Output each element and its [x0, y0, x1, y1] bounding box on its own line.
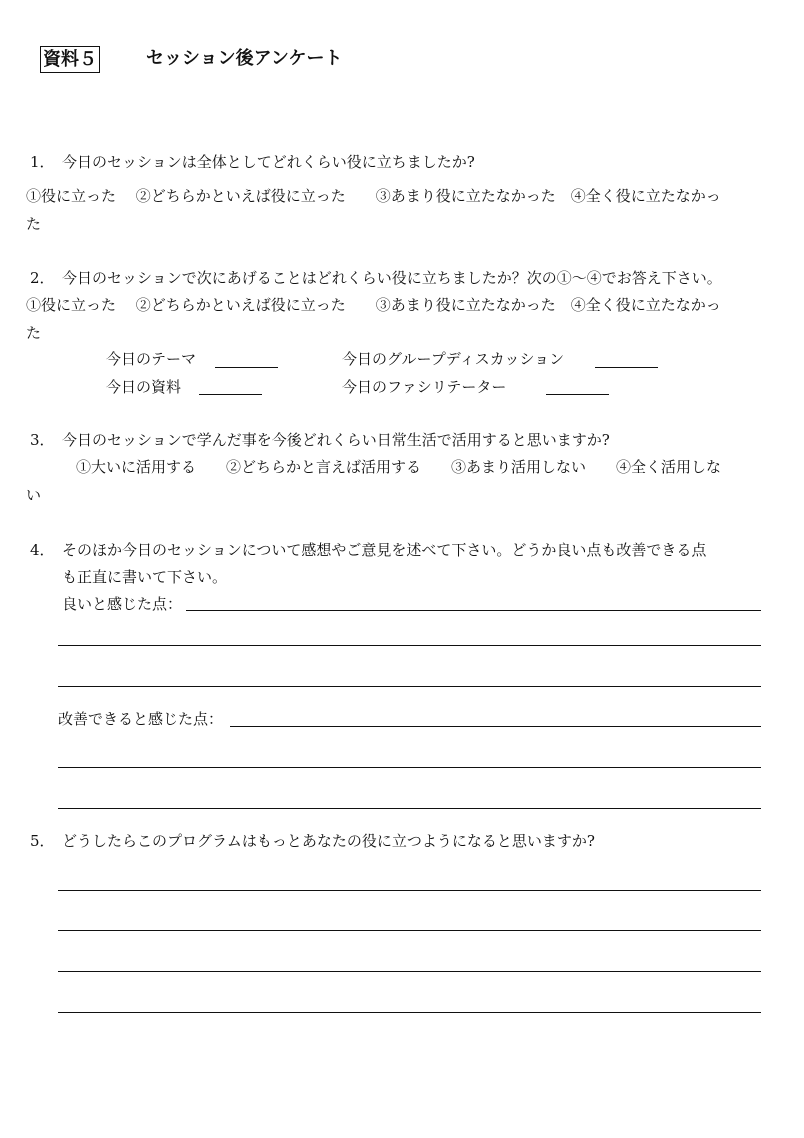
item-materials-answer-blank[interactable] — [199, 394, 262, 395]
document-tag: 資料５ — [40, 46, 100, 73]
item-theme — [106, 349, 196, 369]
question-4-number: 4． — [30, 541, 55, 559]
good-points-line-2[interactable] — [58, 645, 761, 646]
question-1-text: 今日のセッションは全体としてどれくらい役に立ちましたか? — [62, 153, 475, 171]
question-1 — [30, 152, 475, 172]
good-points-label: 良いと感じた点： — [62, 595, 183, 613]
improvement-points-line-2[interactable] — [58, 767, 761, 768]
question-1-options-wrap: た — [26, 215, 42, 233]
program-feedback-line-1[interactable] — [58, 890, 761, 891]
question-3-text: 今日のセッションで学んだ事を今後どれくらい日常生活で活用すると思いますか? — [62, 431, 610, 449]
improvement-points-line-1[interactable] — [230, 726, 761, 727]
item-materials — [106, 377, 181, 397]
program-feedback-line-3[interactable] — [58, 971, 761, 972]
question-2-options: ①役に立った ②どちらかといえば役に立った ③あまり役に立たなかった ④全く役に立たなかっ — [26, 296, 721, 314]
question-2 — [30, 268, 722, 288]
question-4-text: そのほか今日のセッションについて感想やご意見を述べて下さい。どうか良い点も改善できる点 — [62, 541, 707, 559]
improvement-points-label: 改善できると感じた点： — [58, 710, 224, 728]
question-1-number: 1． — [30, 153, 55, 171]
item-facilitator-label: 今日のファシリテーター — [342, 378, 507, 396]
item-facilitator-answer-blank[interactable] — [546, 394, 609, 395]
program-feedback-line-4[interactable] — [58, 1012, 761, 1013]
question-4 — [30, 540, 706, 560]
question-3-options-wrap: い — [26, 486, 42, 504]
question-2-number: 2． — [30, 269, 55, 287]
question-2-options-wrap: た — [26, 324, 42, 342]
item-theme-label: 今日のテーマ — [106, 350, 197, 368]
good-points-line-1[interactable] — [186, 610, 761, 611]
question-3-options: ①大いに活用する ②どちらかと言えば活用する ③あまり活用しない ④全く活用しな — [76, 458, 722, 476]
question-3 — [30, 430, 610, 450]
question-1-options: ①役に立った ②どちらかといえば役に立った ③あまり役に立たなかった ④全く役に立たなかっ — [26, 187, 721, 205]
question-4-text-wrap: も正直に書いて下さい。 — [62, 568, 228, 586]
item-group-discussion-answer-blank[interactable] — [595, 367, 658, 368]
item-facilitator — [342, 377, 506, 397]
item-group-discussion-label: 今日のグループディスカッション — [342, 350, 565, 368]
item-group-discussion — [342, 349, 564, 369]
program-feedback-line-2[interactable] — [58, 930, 761, 931]
question-2-text: 今日のセッションで次にあげることはどれくらい役に立ちましたか？次の①～④でお答え下さい。 — [62, 269, 722, 287]
question-5-number: 5． — [30, 832, 55, 850]
question-3-number: 3． — [30, 431, 55, 449]
item-theme-answer-blank[interactable] — [215, 367, 278, 368]
question-5 — [30, 831, 595, 851]
page-title: セッション後アンケート — [146, 48, 343, 69]
good-points-line-3[interactable] — [58, 686, 761, 687]
improvement-points-line-3[interactable] — [58, 808, 761, 809]
item-materials-label: 今日の資料 — [106, 378, 182, 396]
question-5-text: どうしたらこのプログラムはもっとあなたの役に立つようになると思いますか? — [62, 832, 595, 850]
